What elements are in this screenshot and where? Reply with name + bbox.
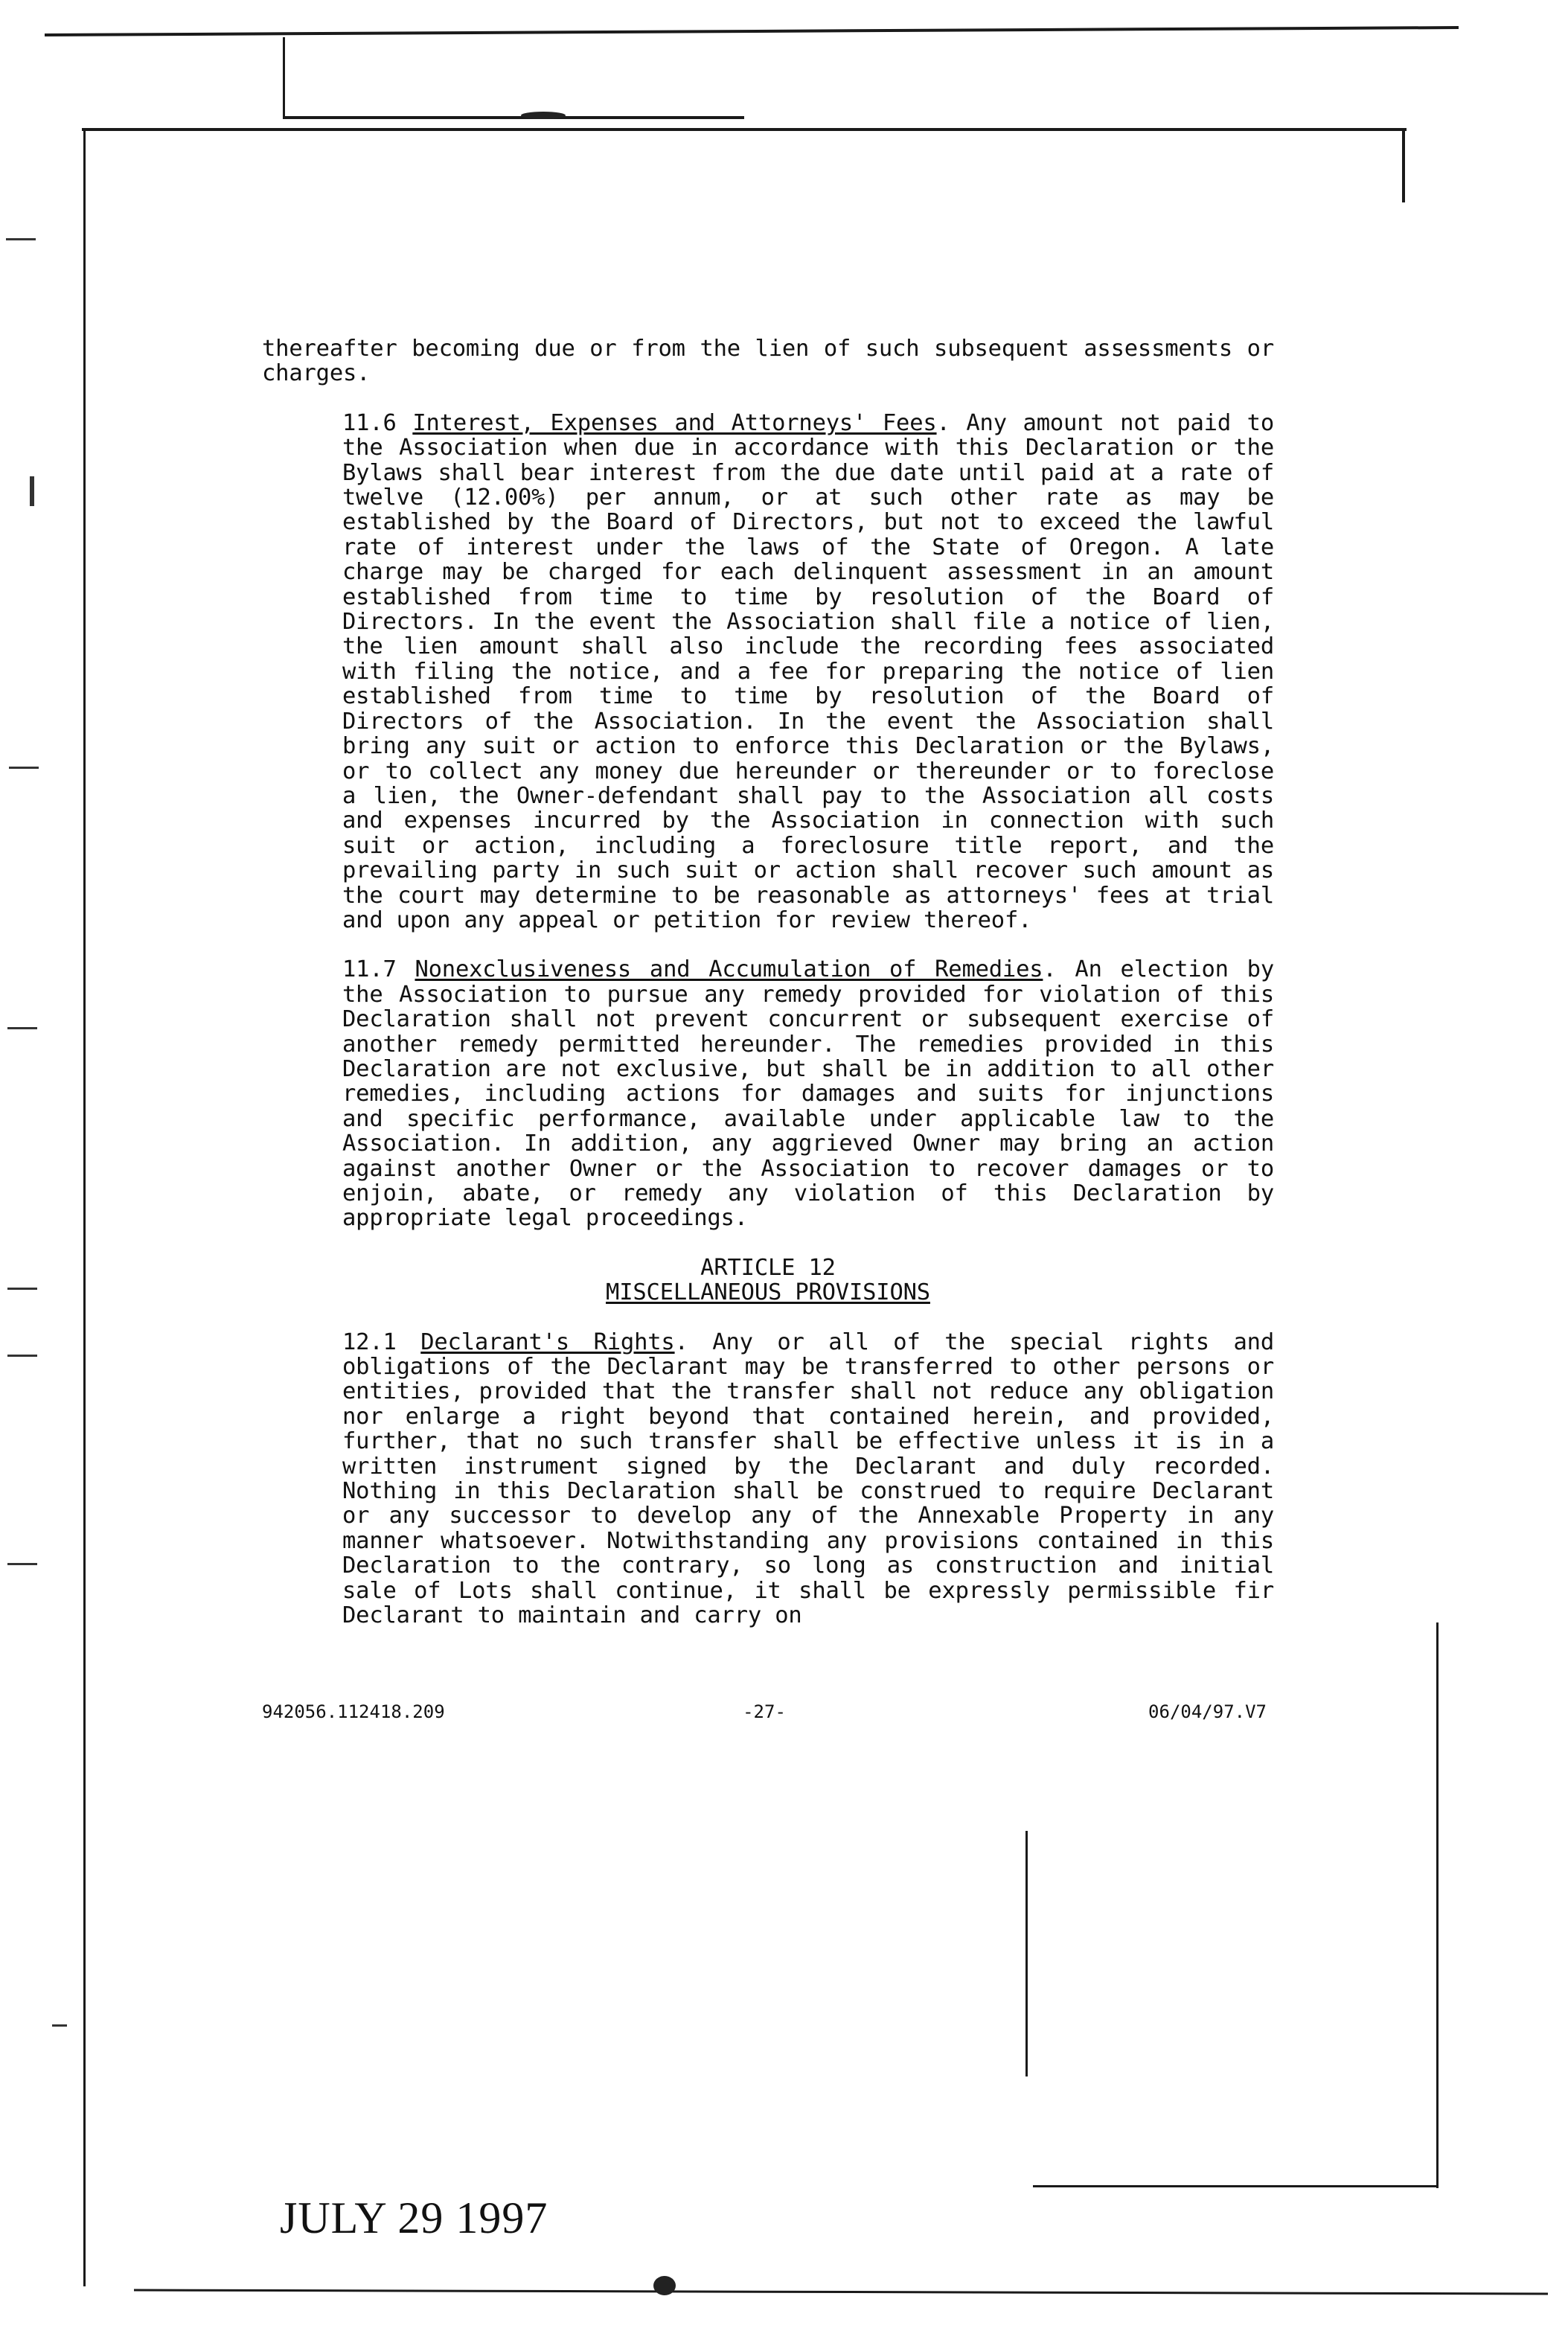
section-number: 11.6: [342, 409, 397, 436]
vertical-mark: [1025, 1831, 1028, 2076]
section-12-1: [262, 1330, 1274, 1628]
page-footer: [262, 1701, 1267, 1727]
section-heading: Declarant's Rights: [420, 1329, 675, 1355]
frame-left-line: [83, 128, 86, 2286]
section-11-6: [262, 411, 1274, 933]
margin-mark: [30, 476, 34, 506]
continuation-paragraph: thereafter becoming due or from the lien of such subsequent assessments or charges.: [262, 336, 1274, 387]
section-heading: Nonexclusiveness and Accumulation of Remedies: [415, 956, 1043, 983]
margin-mark: [7, 1355, 37, 1357]
section-11-7: [262, 957, 1274, 1230]
tab-bracket-left: [283, 37, 285, 118]
margin-mark: [7, 1288, 37, 1290]
section-text: . An election by the Association to pursue any remedy provided for violation of this Declaration shall not prevent concurrent or subsequent exercise of another remedy permitted hereunder. The remedies provided in this Declaration are not exclusive, but shall be in addition to all other remedies, including actions for damages and suits for injunctions and specific performance, available under applicable law to the Association. In addition, any aggrieved Owner may bring an action against another Owner or the Association to recover damages or to enjoin, abate, or remedy any violation of this Declaration by appropriate legal proceedings.: [342, 956, 1274, 1232]
top-border-line: [45, 26, 1459, 36]
frame-top-line: [82, 128, 1407, 131]
tab-bracket-bottom: [283, 116, 744, 119]
article-heading: [262, 1256, 1274, 1305]
scan-blot: [521, 112, 566, 119]
date-stamp: JULY 29 1997: [280, 2193, 548, 2242]
section-number: 11.7: [342, 956, 397, 983]
margin-mark: [6, 238, 36, 240]
frame-bottom-right-line: [1033, 2185, 1439, 2187]
margin-mark: [9, 767, 39, 769]
section-number: 12.1: [342, 1329, 397, 1355]
section-text: . Any or all of the special rights and obligations of the Declarant may be transferred to other persons or entities, provided that the transfer shall not reduce any obligation nor enlarge a right beyond that contained herein, and provided, further, that no such transfer shall be effective unless it is in a written instrument signed by the Declarant and duly recorded. Nothing in this Declaration shall be construed to require Declarant or any successor to develop any of the Annexable Property in any manner whatsoever. Notwithstanding any provisions contained in this Declaration to the contrary, so long as construction and initial sale of Lots shall continue, it shall be expressly permissible fir Declarant to maintain and carry on: [342, 1329, 1274, 1629]
article-label: ARTICLE 12: [700, 1254, 836, 1281]
section-text: . Any amount not paid to the Association when due in accordance with this Declaration or the Bylaws shall bear interest from the due date until paid at a rate of twelve (12.00%) per annum, or at such other rate as may be established by the Board of Directors, but not to exceed the lawful rate of interest under the laws of the State of Oregon. A late charge may be charged for each delinquent assessment in an amount established from time to time by resolution of the Board of Directors. In the event the Association shall file a notice of lien, the lien amount shall also include the recording fees associated with filing the notice, and a fee for preparing the notice of lien established from time to time by resolution of the Board of Directors of the Association. In the event the Association shall bring any suit or action to enforce this Declaration or the Bylaws, or to collect any money due hereunder or thereunder or to foreclose a lien, the Owner-defendant shall pay to the Association all costs and expenses incurred by the Association in connection with such suit or action, including a foreclosure title report, and the prevailing party in such suit or action shall recover such amount as the court may determine to be reasonable as attorneys' fees at trial and upon any appeal or petition for review thereof.: [342, 409, 1274, 933]
footer-doc-id: 942056.112418.209: [262, 1701, 445, 1722]
scan-blot: [653, 2276, 676, 2295]
margin-mark: [7, 1563, 37, 1565]
frame-right-line: [1402, 128, 1405, 202]
margin-mark: [7, 1027, 37, 1029]
frame-right-lower-line: [1436, 1622, 1439, 2188]
bottom-scan-line: [134, 2289, 1548, 2295]
margin-mark: [52, 2024, 67, 2027]
footer-page-number: -27-: [743, 1701, 786, 1722]
article-title: MISCELLANEOUS PROVISIONS: [606, 1279, 930, 1306]
footer-version: 06/04/97.V7: [1148, 1701, 1267, 1722]
document-body: [262, 336, 1274, 1628]
section-heading: Interest, Expenses and Attorneys' Fees: [412, 409, 937, 436]
